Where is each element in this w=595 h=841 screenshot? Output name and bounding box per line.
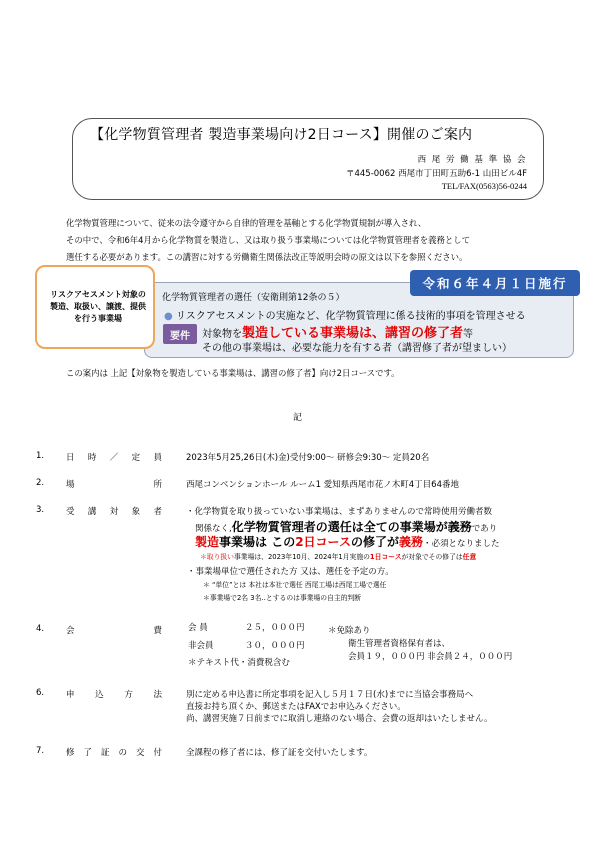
intro-line: その中で、令和6年4月から化学物質を製造し、又は取り扱う事業場については化学物質管理者を義務として — [66, 235, 470, 245]
item-label: 会 費 — [66, 626, 162, 636]
target-workplace-badge — [35, 265, 155, 349]
eligibility-note-1: ＊取り扱い事業場は、2023年10月、2024年1月実施の1日コースが対象でその修了は任意 — [200, 553, 477, 561]
item-number: 2. — [36, 478, 45, 488]
requirement-tag: 要件 — [163, 324, 197, 344]
intro-line: 化学物質管理について、従来の法令遵守から自律的管理を基軸とする化学物質規制が導入され、 — [66, 218, 427, 228]
item-label: 受 講 対 象 者 — [66, 507, 162, 517]
eligibility-note-3: ＊事業場で2名 3名‥とするのは事業場の自主的判断 — [203, 594, 362, 602]
eligibility-line-4: ・事業場単位で選任された方 又は、選任を予定の方。 — [187, 567, 394, 577]
item-number: 6. — [36, 688, 45, 698]
item-label: 場 所 — [66, 480, 162, 490]
fee-nonmember-label: 非会員 — [188, 641, 214, 651]
item-label: 申 込 方 法 — [66, 690, 162, 700]
item-label: 修 了 証 の 交 付 — [66, 748, 162, 758]
item-number: 1. — [36, 451, 45, 461]
item-value: ・化学物質を取り扱っていない事業場は、まずありませんので常時使用労働者数 — [186, 507, 493, 517]
req-line1-emphasis: 製造している事業場は、講習の修了者 — [242, 326, 464, 341]
bullet-dot-icon: ● — [164, 311, 173, 322]
note-line: この案内は 上記【対象物を製造している事業場は、講習の修了者】向け2日コースです。 — [66, 368, 400, 378]
eligibility-line-3: 製造事業場は この2日コースの修了が義務・必須となりました — [195, 535, 500, 549]
req-line1-suffix: 等 — [463, 329, 474, 340]
exemption-line: 衛生管理者資格保有者は、 — [348, 639, 451, 649]
item-number: 3. — [36, 505, 45, 515]
panel-title: 化学物質管理者の選任（安衛則第12条の５） — [162, 293, 345, 303]
fee-member-value: ２５，０００円 — [245, 623, 305, 633]
req-line1-prefix: 対象物を — [202, 329, 242, 340]
application-line: 尚、講習実施７日前までに取消し連絡のない場合、会費の返却はいたしません。 — [186, 714, 493, 724]
item-value: 全課程の修了者には、修了証を交付いたします。 — [186, 748, 373, 758]
item-number: 4. — [36, 624, 45, 634]
enforcement-date-badge: 令和６年４月１日施行 — [410, 270, 580, 296]
item-value: 2023年5月25,26日(木)金)受付9:00～ 研修会9:30～ 定員20名 — [186, 453, 430, 463]
fee-nonmember-value: ３０，０００円 — [245, 641, 305, 651]
item-number: 7. — [36, 746, 45, 756]
eligibility-line-2: 関係なく,化学物質管理者の選任は全ての事業場が義務であり — [195, 520, 498, 534]
organization-address: 〒445-0062 西尾市丁田町五助6-1 山田ビル4F — [345, 169, 527, 179]
eligibility-note-2: ＊ “単位”とは 本社は本社で選任 西尾工場は西尾工場で選任 — [203, 581, 387, 589]
page-title: 【化学物質管理者 製造事業場向け2日コース】開催のご案内 — [90, 127, 473, 143]
target-workplace-label: リスクアセスメント対象の製造、取扱い、譲渡、提供を行う事業場 — [50, 290, 146, 323]
fee-member-label: 会 員 — [188, 623, 208, 633]
application-line: 直接お持ち頂くか、郵送またはFAXでお申込みください。 — [186, 702, 406, 712]
exemption-line: 会員１９，０００円 非会員２４，０００円 — [348, 652, 513, 662]
fee-tax-note: ＊テキスト代・消費税含む — [188, 658, 290, 668]
section-mark: 記 — [292, 413, 302, 423]
bullet-text: リスクアセスメントの実施など、化学物質管理に係る技術的事項を管理させる — [175, 311, 526, 322]
bullet-line — [164, 307, 526, 322]
requirement-line-2: その他の事業場は、必要な能力を有する者（講習修了者が望ましい） — [202, 343, 512, 354]
exemption-title: ＊免除あり — [328, 626, 371, 636]
intro-line: 選任する必要があります。この講習に対する労働衛生関係法改正等説明会時の原文は以下を参照ください。 — [66, 252, 468, 262]
item-label: 日 時 ／ 定 員 — [66, 453, 162, 463]
organization-name: 西 尾 労 働 基 準 協 会 — [417, 155, 527, 165]
item-value: 西尾コンベンションホール ルーム1 愛知県西尾市花ノ木町4丁目64番地 — [186, 480, 459, 490]
application-line: 別に定める申込書に所定事項を記入し５月１７日(水)までに当協会事務局へ — [186, 690, 474, 700]
organization-phone: TEL/FAX(0563)56-0244 — [441, 181, 527, 191]
